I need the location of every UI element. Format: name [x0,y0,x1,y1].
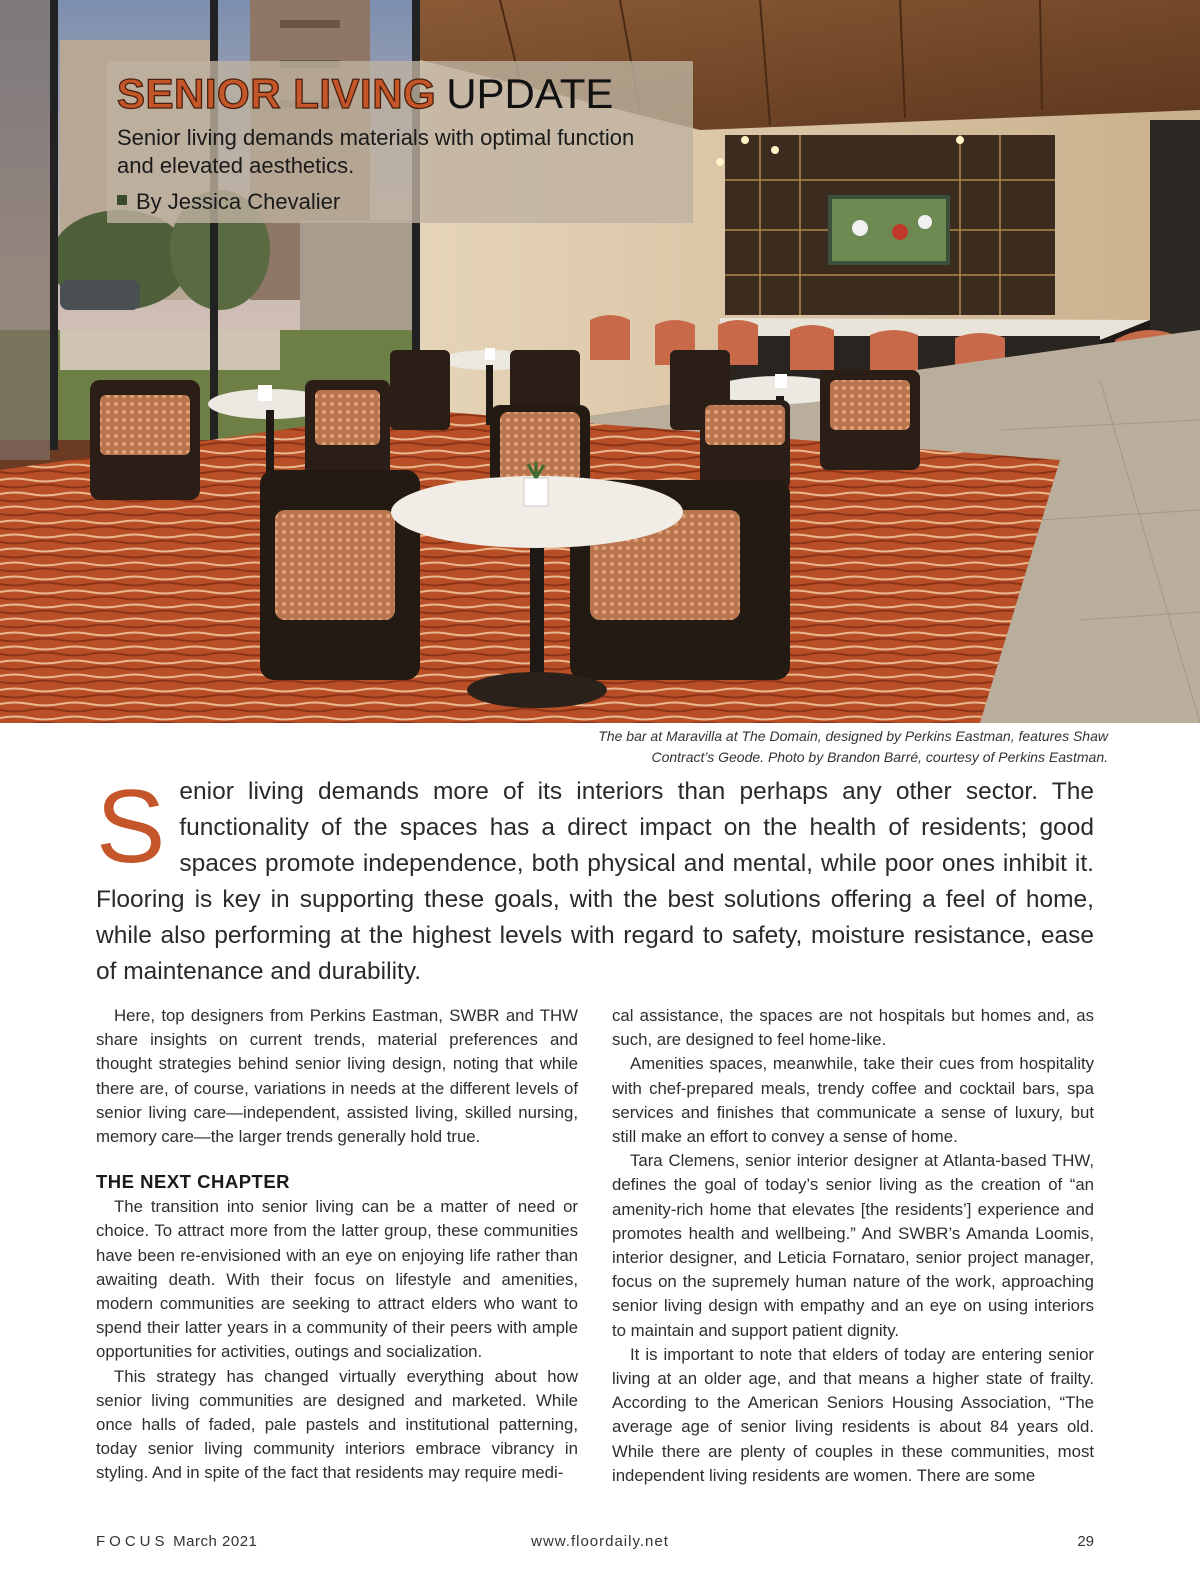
section-heading: THE NEXT CHAPTER [96,1171,291,1193]
title-rest: UPDATE [446,70,614,117]
publication-name: FOCUS [96,1533,169,1550]
lead-paragraph [96,769,1094,990]
article-subtitle: Senior living demands materials with optimal function and elevated aesthetics. [117,125,635,178]
article-title [117,70,614,117]
body-paragraph: cal assistance, the spaces are not hospitals but homes and, as such, are designed to feel home-like. [612,1006,1094,1050]
body-paragraph: Here, top designers from Perkins Eastman, SWBR and THW share insights on current trends, material preferences and thought strategies behind senior living design, noting that while there are, of course, variations in needs at the different levels of senior living care—independent, assisted living, skilled nursing, memory care—the larger trends generally hold true. [96,1006,578,1147]
article-title-box [107,61,693,223]
photo-caption: The bar at Maravilla at The Domain, designed by Perkins Eastman, features Shaw Contract’s Geode. Photo by Brandon Barré, courtesy of Perkins Eastman. [598,728,1108,765]
body-paragraph: Amenities spaces, meanwhile, take their cues from hospitality with chef-prepared meals, trendy coffee and cocktail bars, spa services and finishes that communicate a sense of luxury, but still make an effort to convey a sense of home. [612,1054,1094,1147]
byline-author: By Jessica Chevalier [136,189,341,214]
title-highlight: SENIOR LIVING [117,70,437,117]
left-column [96,1004,578,1486]
body-paragraph: Tara Clemens, senior interior designer at Atlanta-based THW, defines the goal of today’s senior living as the creation of “an amenity-rich home that elevates [the residents’] experience and promotes health and wellbeing.” And SWBR’s Amanda Loomis, interior designer, and Leticia Fornataro, senior project manager, focus on the supremely human nature of the work, approaching senior living design with empathy and an eye on using interiors to maintain and support patient dignity. [612,1151,1094,1340]
byline [117,189,340,215]
drop-cap: S [96,769,166,885]
page-number: 29 [1077,1533,1094,1550]
hero-photo [0,0,1200,723]
lead-text: enior living demands more of its interiors than perhaps any other sector. The functionality of the spaces has a direct impact on the health of residents; good spaces promote independence, both physical and mental, while poor ones inhibit it. Flooring is key in supporting these goals, with the best solutions offering a feel of home, while also performing at the highest levels with regard to safety, moisture resistance, ease of maintenance and durability. [96,778,1094,985]
body-paragraph: It is important to note that elders of today are entering senior living at an older age, and that means a higher state of frailty. According to the American Seniors Housing Association, “The average age of senior living residents is about 84 years old. While there are plenty of couples in these communities, most independent living residents are women. There are some [612,1344,1094,1485]
footer-website [0,1533,1200,1550]
body-paragraph: This strategy has changed virtually everything about how senior living communities are designed and marketed. While once halls of faded, pale pastels and institutional patterning, today senior living community interiors embrace vibrancy in styling. And in spite of the fact that residents may require medi- [96,1366,578,1483]
right-column [612,1004,1094,1488]
body-paragraph: The transition into senior living can be a matter of need or choice. To attract more from the latter group, these communities have been re-envisioned with an eye on enjoying life rather than awaiting death. With their focus on lifestyle and amenities, modern communities are seeking to attract elders who want to spend their latter years in a community of their peers with ample opportunities for activities, outings and socialization. [96,1197,578,1362]
issue-date: March 2021 [173,1533,258,1550]
website-link[interactable]: www.floordaily.net [531,1533,669,1550]
bullet-square-icon [117,195,127,205]
